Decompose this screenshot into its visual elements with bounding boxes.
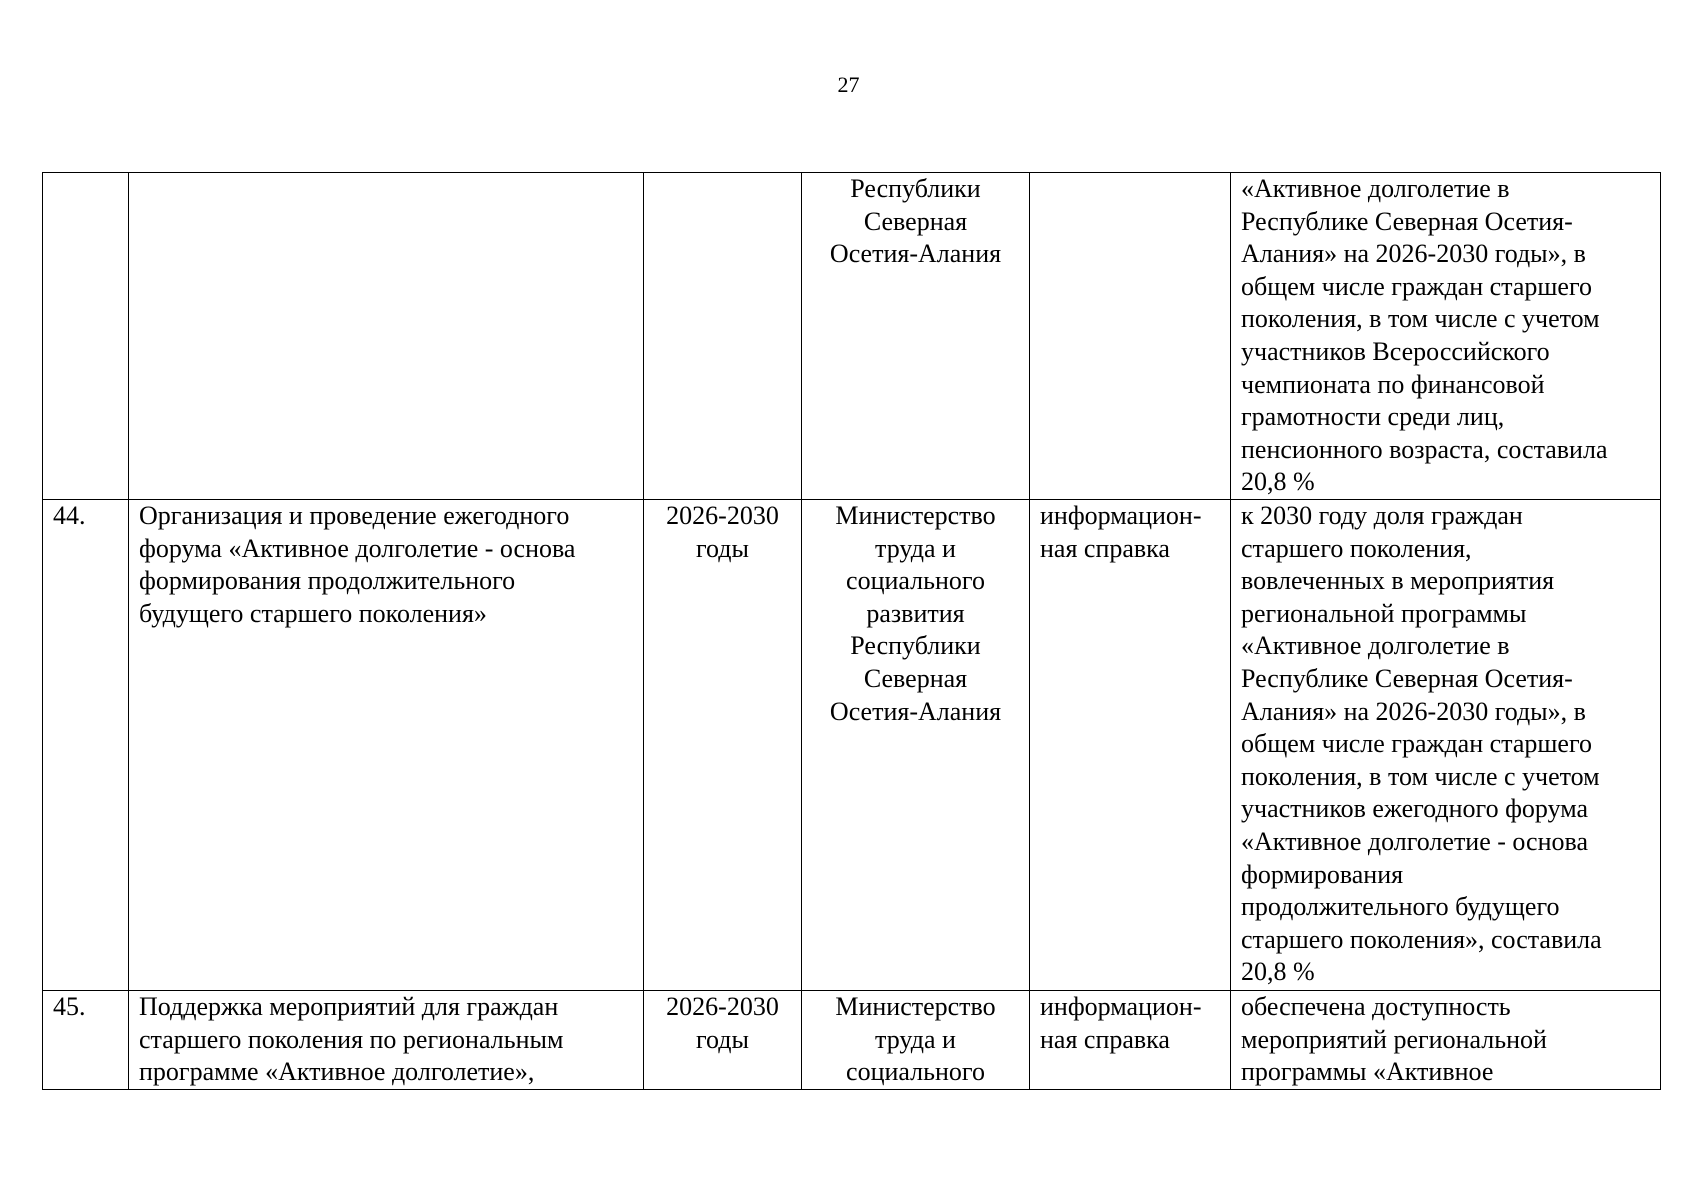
cell-period bbox=[644, 173, 802, 500]
cell-text-line: Северная bbox=[863, 206, 968, 236]
cell-text-line: ная справка bbox=[1040, 533, 1170, 563]
cell-text-line: социального bbox=[846, 1057, 985, 1087]
cell-text-line: пенсионного возраста, составила bbox=[1241, 434, 1608, 464]
cell-text-line: вовлеченных в мероприятия bbox=[1241, 566, 1555, 596]
cell-text-line: старшего поколения», составила bbox=[1241, 924, 1602, 954]
cell-number: 45. bbox=[43, 991, 129, 1090]
cell-text-line: Осетия-Алания bbox=[829, 239, 1002, 269]
cell-text-line: Республики bbox=[850, 174, 981, 203]
cell-text-line: грамотности среди лиц, bbox=[1241, 402, 1505, 432]
cell-text-line: Поддержка мероприятий для граждан bbox=[139, 992, 559, 1021]
cell-text-line: старшего поколения, bbox=[1241, 533, 1472, 563]
cell-text-line: общем числе граждан старшего bbox=[1241, 729, 1592, 759]
cell-result bbox=[1231, 500, 1661, 991]
cell-responsible bbox=[802, 991, 1030, 1090]
cell-text-line: «Активное долголетие - основа bbox=[1241, 826, 1588, 856]
cell-text-line: «Активное долголетие в bbox=[1241, 174, 1510, 203]
cell-document bbox=[1030, 991, 1231, 1090]
table-row bbox=[43, 991, 1661, 1090]
cell-text-line: информацион- bbox=[1040, 501, 1202, 530]
cell-document bbox=[1030, 173, 1231, 500]
cell-text-line: формирования продолжительного bbox=[139, 566, 516, 596]
cell-text-line: труда и bbox=[875, 1024, 956, 1054]
cell-text-line: Северная bbox=[863, 663, 968, 693]
cell-text-line: Министерство bbox=[835, 501, 996, 530]
cell-text-line: Алания» на 2026-2030 годы», в bbox=[1241, 239, 1586, 269]
table-row bbox=[43, 500, 1661, 991]
cell-text-line: Министерство bbox=[835, 992, 996, 1021]
cell-text-line: социального bbox=[846, 566, 985, 596]
cell-text-line: программы «Активное bbox=[1241, 1057, 1494, 1087]
cell-period bbox=[644, 500, 802, 991]
cell-period bbox=[644, 991, 802, 1090]
cell-text-line: форума «Активное долголетие - основа bbox=[139, 533, 576, 563]
cell-text-line: годы bbox=[696, 1024, 749, 1054]
cell-text-line: мероприятий региональной bbox=[1241, 1024, 1547, 1054]
cell-responsible bbox=[802, 500, 1030, 991]
cell-text-line: Республике Северная Осетия- bbox=[1241, 206, 1573, 236]
cell-text-line: региональной программы bbox=[1241, 598, 1527, 628]
cell-text-line: чемпионата по финансовой bbox=[1241, 369, 1545, 399]
cell-text-line: 20,8 % bbox=[1241, 957, 1315, 987]
cell-number: 44. bbox=[43, 500, 129, 991]
table-row bbox=[43, 173, 1661, 500]
cell-text-line: обеспечена доступность bbox=[1241, 992, 1511, 1021]
cell-text-line: поколения, в том числе с учетом bbox=[1241, 761, 1600, 791]
cell-text-line: «Активное долголетие в bbox=[1241, 631, 1510, 661]
cell-text-line: будущего старшего поколения» bbox=[139, 598, 487, 628]
cell-text-line: Организация и проведение ежегодного bbox=[139, 501, 570, 530]
cell-text-line: участников Всероссийского bbox=[1241, 336, 1550, 366]
cell-text-line: формирования bbox=[1241, 859, 1404, 889]
cell-number bbox=[43, 173, 129, 500]
cell-text-line: Осетия-Алания bbox=[829, 696, 1002, 726]
cell-text-line: участников ежегодного форума bbox=[1241, 794, 1589, 824]
cell-document bbox=[1030, 500, 1231, 991]
cell-text-line: годы bbox=[696, 533, 749, 563]
cell-text-line: Республики bbox=[850, 631, 981, 661]
cell-text-line: к 2030 году доля граждан bbox=[1241, 501, 1523, 530]
plan-table bbox=[42, 172, 1661, 1090]
cell-text-line: Республике Северная Осетия- bbox=[1241, 663, 1573, 693]
cell-text-line: 2026-2030 bbox=[666, 992, 779, 1021]
cell-text-line: развития bbox=[866, 598, 965, 628]
cell-text-line: ная справка bbox=[1040, 1024, 1170, 1054]
cell-text-line: труда и bbox=[875, 533, 956, 563]
cell-responsible bbox=[802, 173, 1030, 500]
cell-text-line: старшего поколения по региональным bbox=[139, 1024, 564, 1054]
cell-text-line: Алания» на 2026-2030 годы», в bbox=[1241, 696, 1586, 726]
cell-text-line: продолжительного будущего bbox=[1241, 892, 1560, 922]
page-number: 27 bbox=[837, 72, 860, 97]
cell-text-line: общем числе граждан старшего bbox=[1241, 271, 1592, 301]
cell-event-name bbox=[129, 991, 644, 1090]
cell-result bbox=[1231, 173, 1661, 500]
cell-result bbox=[1231, 991, 1661, 1090]
cell-text-line: программе «Активное долголетие», bbox=[139, 1057, 535, 1087]
cell-text-line: поколения, в том числе с учетом bbox=[1241, 304, 1600, 334]
cell-text-line: 20,8 % bbox=[1241, 467, 1315, 497]
cell-text-line: информацион- bbox=[1040, 992, 1202, 1021]
cell-event-name bbox=[129, 500, 644, 991]
cell-text-line: 2026-2030 bbox=[666, 501, 779, 530]
cell-event-name bbox=[129, 173, 644, 500]
